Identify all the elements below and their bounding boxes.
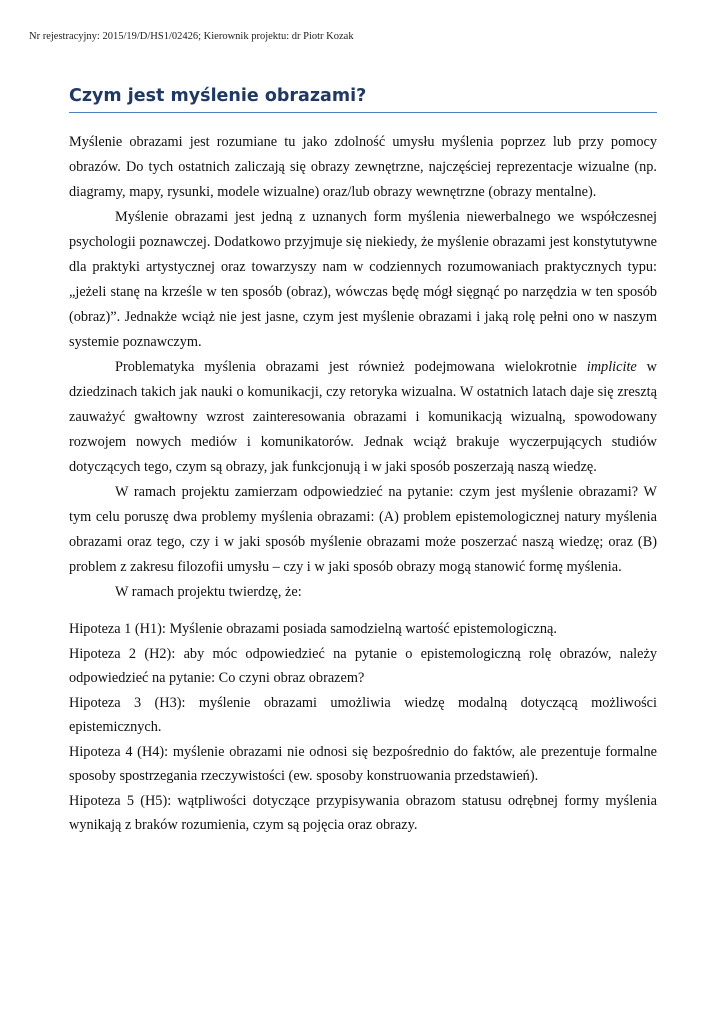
hypothesis-3: Hipoteza 3 (H3): myślenie obrazami umożliwia wiedzę modalną dotyczącą możliwości epistemicznych.	[69, 694, 657, 735]
paragraph-1: Myślenie obrazami jest rozumiane tu jako zdolność umysłu myślenia poprzez lub przy pomocy obrazów. Do tych ostatnich zaliczają się obrazy zewnętrzne, najczęściej reprezentacje wizualne (np. diagramy, mapy, rysunki, modele wizualne) oraz/lub obrazy wewnętrzne (obrazy mentalne).	[69, 134, 657, 200]
hypothesis-4: Hipoteza 4 (H4): myślenie obrazami nie odnosi się bezpośrednio do faktów, ale prezentuje formalne sposoby spostrzegania rzeczywistości (ew. sposoby konstruowania przedstawień).	[69, 743, 657, 784]
paragraph-4: W ramach projektu zamierzam odpowiedzieć na pytanie: czym jest myślenie obrazami? W tym celu poruszę dwa problemy myślenia obrazami: (A) problem epistemologicznej natury myślenia obrazami oraz tego, czy i w jaki sposób myślenie obrazami może poszerzać naszą wiedzę; oraz (B) problem z zakresu filozofii umysłu – czy i w jaki sposób obrazy mogą stanowić formę myślenia.	[69, 484, 657, 575]
section-title: Czym jest myślenie obrazami?	[69, 86, 657, 113]
paragraph-3-italic: implicite	[586, 359, 637, 375]
paragraph-3	[69, 355, 657, 480]
paragraph-3-text-start: Problematyka myślenia obrazami jest również podejmowana wielokrotnie	[115, 359, 587, 375]
hypothesis-2: Hipoteza 2 (H2): aby móc odpowiedzieć na pytanie o epistemologiczną rolę obrazów, należy odpowiedzieć na pytanie: Co czyni obraz obrazem?	[69, 645, 657, 686]
document-body	[69, 130, 657, 838]
spacer	[69, 605, 657, 617]
hypothesis-1: Hipoteza 1 (H1): Myślenie obrazami posiada samodzielną wartość epistemologiczną.	[69, 621, 557, 637]
page-header: Nr rejestracyjny: 2015/19/D/HS1/02426; Kierownik projektu: dr Piotr Kozak	[29, 31, 354, 42]
paragraph-2: Myślenie obrazami jest jedną z uznanych form myślenia niewerbalnego we współczesnej psychologii poznawczej. Dodatkowo przyjmuje się niekiedy, że myślenie obrazami jest konstytutywne dla praktyki artystycznej oraz towarzyszy nam w codziennych rozumowaniach praktycznych typu: „jeżeli stanę na krześle w ten sposób (obraz), wówczas będę mógł sięgnąć po narzędzia w ten sposób (obraz)”. Jednakże wciąż nie jest jasne, czym jest myślenie obrazami i jaką rolę pełni ono w naszym systemie poznawczym.	[69, 209, 657, 350]
paragraph-5: W ramach projektu twierdzę, że:	[115, 584, 302, 600]
paragraph-3-text-end: w dziedzinach takich jak nauki o komunikacji, czy retoryka wizualna. W ostatnich latach daje się zresztą zauważyć gwałtowny wzrost zainteresowania obrazami i komunikacją wizualną, spowodowany rozwojem nowych mediów i komunikatorów. Jednak wciąż brakuje wyczerpujących studiów dotyczących tego, czym są obrazy, jak funkcjonują i w jaki sposób poszerzają naszą wiedzę.	[69, 359, 657, 475]
hypothesis-5: Hipoteza 5 (H5): wątpliwości dotyczące przypisywania obrazom statusu odrębnej formy myślenia wynikają z braków rozumienia, czym są pojęcia oraz obrazy.	[69, 792, 657, 833]
